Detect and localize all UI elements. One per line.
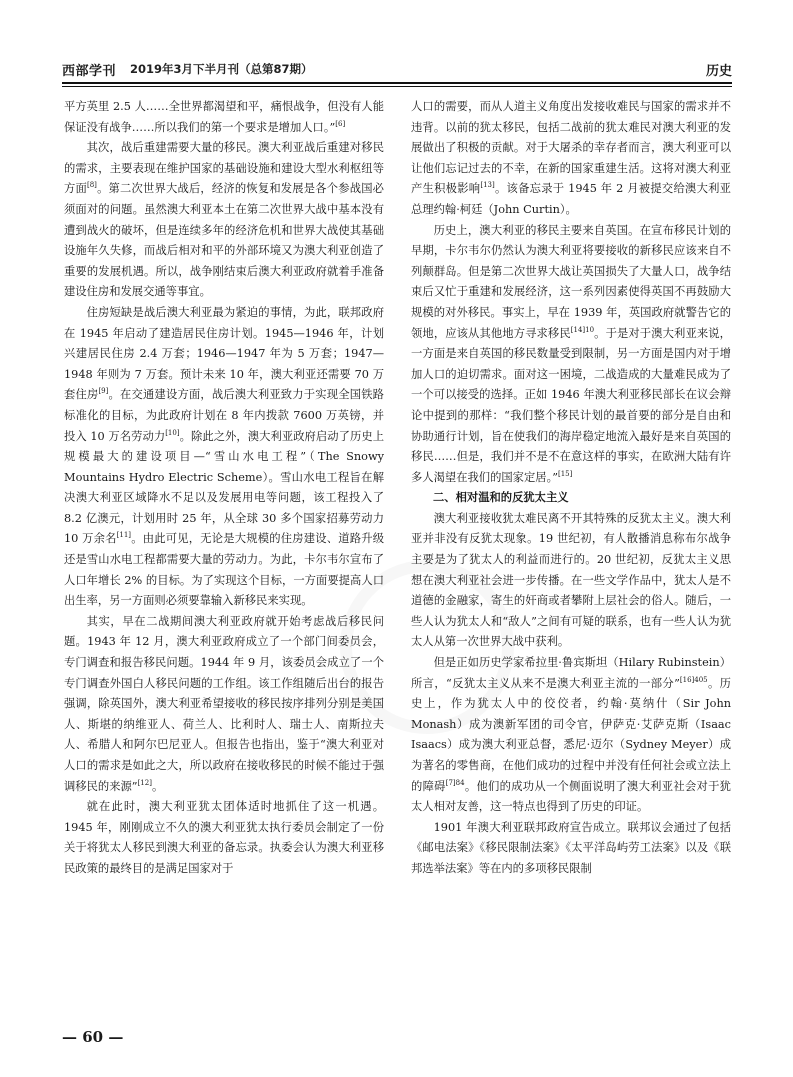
header-rule-thin — [62, 86, 732, 87]
paragraph — [411, 509, 731, 653]
paragraph-text: 但是正如历史学家希拉里·鲁宾斯坦（Hilary Rubinstein）所言，“反犹太主义从来不是澳大利亚主流的一部分” — [411, 656, 731, 690]
citation-ref: [7]84 — [445, 778, 465, 787]
paragraph — [411, 653, 731, 818]
section-heading: 二、相对温和的反犹太主义 — [433, 491, 569, 505]
paragraph-text: 1901 年澳大利亚联邦政府宣告成立。联邦议会通过了包括《邮电法案》《移民限制法案》《太平洋岛屿劳工法案》以及《联邦选举法案》等在内的多项移民限制 — [411, 820, 731, 875]
paragraph-text: 。他们的成功从一个侧面说明了澳大利亚社会对于犹太人相对友善，这一特点也得到了历史的印证。 — [411, 779, 731, 814]
paragraph-text: 其次，战后重建需要大量的移民。澳大利亚战后重建对移民的需求，主要表现在维护国家的基础设施和建设大型水利枢纽等方面 — [64, 141, 384, 196]
paragraph-text: 。该备忘录于 1945 年 2 月被提交给澳大利亚总理约翰·柯廷（John Curtin）。 — [411, 182, 731, 216]
citation-ref: [12] — [137, 778, 152, 787]
paragraph-text: 。 — [151, 779, 164, 793]
right-column — [411, 97, 731, 880]
paragraph-text: 。在交通建设方面，战后澳大利亚致力于实现全国铁路标准化的目标，为此政府计划在 8 年内拨款 7600 万英镑，并投入 10 万名劳动力 — [64, 388, 384, 443]
paragraph-text: 。除此之外，澳大利亚政府启动了历史上规模最大的建设项目—“雪山水电工程”（The Snowy Mountains Hydro Electric Scheme）。雪山水电工程旨在解决澳大利亚区域降水不足以及发展用电等问题，该工程投入了 8.2 亿澳元，计划用时 25 年，从全球 30 多个国家招募劳动力 10 万余名 — [64, 429, 384, 546]
paragraph-text: 其实，早在二战期间澳大利亚政府就开始考虑战后移民问题。1943 年 12 月，澳大利亚政府成立了一个部门间委员会，专门调查和报告移民问题。1944 年 9 月，该委员会成立了一个专门调查外国白人移民问题的工作组。该工作组随后出台的报告强调，除英国外，澳大利亚希望接收的移民按序排列分别是美国人、斯堪的纳维亚人、荷兰人、比利时人、瑞士人、南斯拉夫人、希腊人和阿尔巴尼亚人。但报告也指出，鉴于“澳大利亚对人口的需求是如此之大，所以政府在接收移民的时候不能过于强调移民的来源” — [64, 614, 384, 793]
paragraph — [64, 97, 384, 138]
paragraph-text: 人口的需要，而从人道主义角度出发接收难民与国家的需求并不违背。以前的犹太移民，包括二战前的犹太难民对澳大利亚的发展做出了积极的贡献。对于大屠杀的幸存者而言，澳大利亚可以让他们忘记过去的不幸，在新的国家重建生活。这将对澳大利亚产生积极影响 — [411, 100, 731, 196]
paragraph-text: 。由此可见，无论是大规模的住房建设、道路升级还是雪山水电工程都需要大量的劳动力。为此，卡尔韦尔宣布了人口年增长 2% 的目标。为了实现这个目标，一方面要提高人口出生率，另一方面则必须要靠输入新移民来实现。 — [64, 532, 384, 608]
paragraph — [64, 612, 384, 797]
citation-ref: [8] — [86, 181, 97, 190]
issue-info: 2019年3月下半月刊（总第87期） — [130, 62, 313, 76]
paragraph-text: 澳大利亚接收犹太难民离不开其特殊的反犹太主义。澳大利亚并非没有反犹太现象。19 世纪初，有人散播消息称布尔战争主要是为了犹太人的利益而进行的。20 世纪初，反犹太主义思想在澳大利亚社会进一步传播。在一些文学作品中，犹太人是不道德的金融家，寄生的奸商或者攀附上层社会的俗人。随后，一些人认为犹太人和“敌人”之间有可疑的联系，也有一些人认为犹太人从第一次世界大战中获利。 — [411, 511, 731, 649]
citation-ref: [6] — [335, 119, 346, 128]
journal-title: 西部学刊 — [62, 64, 117, 79]
paragraph — [64, 303, 384, 612]
paragraph-text: 历史上，澳大利亚的移民主要来自英国。在宣布移民计划的早期，卡尔韦尔仍然认为澳大利亚将要接收的新移民应该来自不列颠群岛。但是第二次世界大战让英国损失了大量人口，战争结束后又忙于重建和发展经济，这一系列因素使得英国不再鼓励大规模的对外移民。事实上，早在 1939 年，英国政府就警告它的领地，应该从其他地方寻求移民 — [411, 223, 731, 340]
paragraph — [411, 221, 731, 489]
paragraph — [411, 818, 731, 880]
section-name: 历史 — [705, 64, 732, 79]
citation-ref: [13] — [480, 181, 495, 190]
citation-ref: [9] — [98, 387, 109, 396]
page-header — [62, 58, 732, 82]
paragraph-text: 平方英里 2.5 人……全世界都渴望和平，痛恨战争，但没有人能保证没有战争……所以我们的第一个要求是增加人口。” — [64, 100, 384, 134]
page-number: — 60 — — [62, 1028, 124, 1046]
paragraph — [64, 797, 384, 879]
paragraph-text: 住房短缺是战后澳大利亚最为紧迫的事情，为此，联邦政府在 1945 年启动了建造居民住房计划。1945—1946 年，计划兴建居民住房 2.4 万套；1946—1947 年为 5 万套；1947—1948 年则为 7 万套。预计未来 10 年，澳大利亚还需要 70 万套住房 — [64, 305, 384, 402]
paragraph-text: 。第二次世界大战后，经济的恢复和发展是各个参战国必须面对的问题。虽然澳大利亚本土在第二次世界大战中基本没有遭到战火的破坏，但是连续多年的经济危机和世界大战使其基础设施年久失修，而战后相对和平的外部环境又为澳大利亚创造了重要的发展机遇。所以，战争刚结束后澳大利亚政府就着手准备建设住房和发展交通等事宜。 — [64, 182, 384, 299]
paragraph — [64, 138, 384, 303]
citation-ref: [11] — [116, 531, 132, 540]
paragraph-text: 。历史上，作为犹太人中的佼佼者，约翰·莫纳什（Sir John Monash）成为澳新军团的司令官，伊萨克·艾萨克斯（Isaac Isaacs）成为澳大利亚总督，悉尼·迈尔（Sydney Meyer）成为著名的零售商，在他们成功的过程中并没有任何社会或立法上的障碍 — [411, 676, 731, 793]
citation-ref: [14]10 — [570, 325, 595, 334]
left-column — [64, 97, 384, 880]
header-rule-thick — [62, 82, 732, 84]
paragraph-text: 就在此时，澳大利亚犹太团体适时地抓住了这一机遇。1945 年，刚刚成立不久的澳大利亚犹太执行委员会制定了一份关于将犹太人移民到澳大利亚的备忘录。执委会认为澳大利亚移民政策的最终目的是满足国家对于 — [64, 800, 384, 875]
citation-ref: [10] — [165, 428, 180, 437]
paragraph — [411, 97, 731, 221]
paragraph-text: 。于是对于澳大利亚来说，一方面是来自英国的移民数量受到限制，另一方面是国内对于增加人口的迫切需求。面对这一困境，二战造成的大量难民成为了一个可以接受的选择。正如 1946 年澳大利亚移民部长在议会辩论中提到的那样：“我们整个移民计划的最首要的部分是自由和协助通行计划，旨在使我们的海岸稳定地流入最好是来自英国的移民……但是，我们并不是不在意这样的事实，在欧洲大陆有许多人渴望在我们的国家定居。” — [411, 326, 731, 484]
citation-ref: [15] — [558, 469, 573, 478]
citation-ref: [16]405 — [679, 675, 708, 684]
